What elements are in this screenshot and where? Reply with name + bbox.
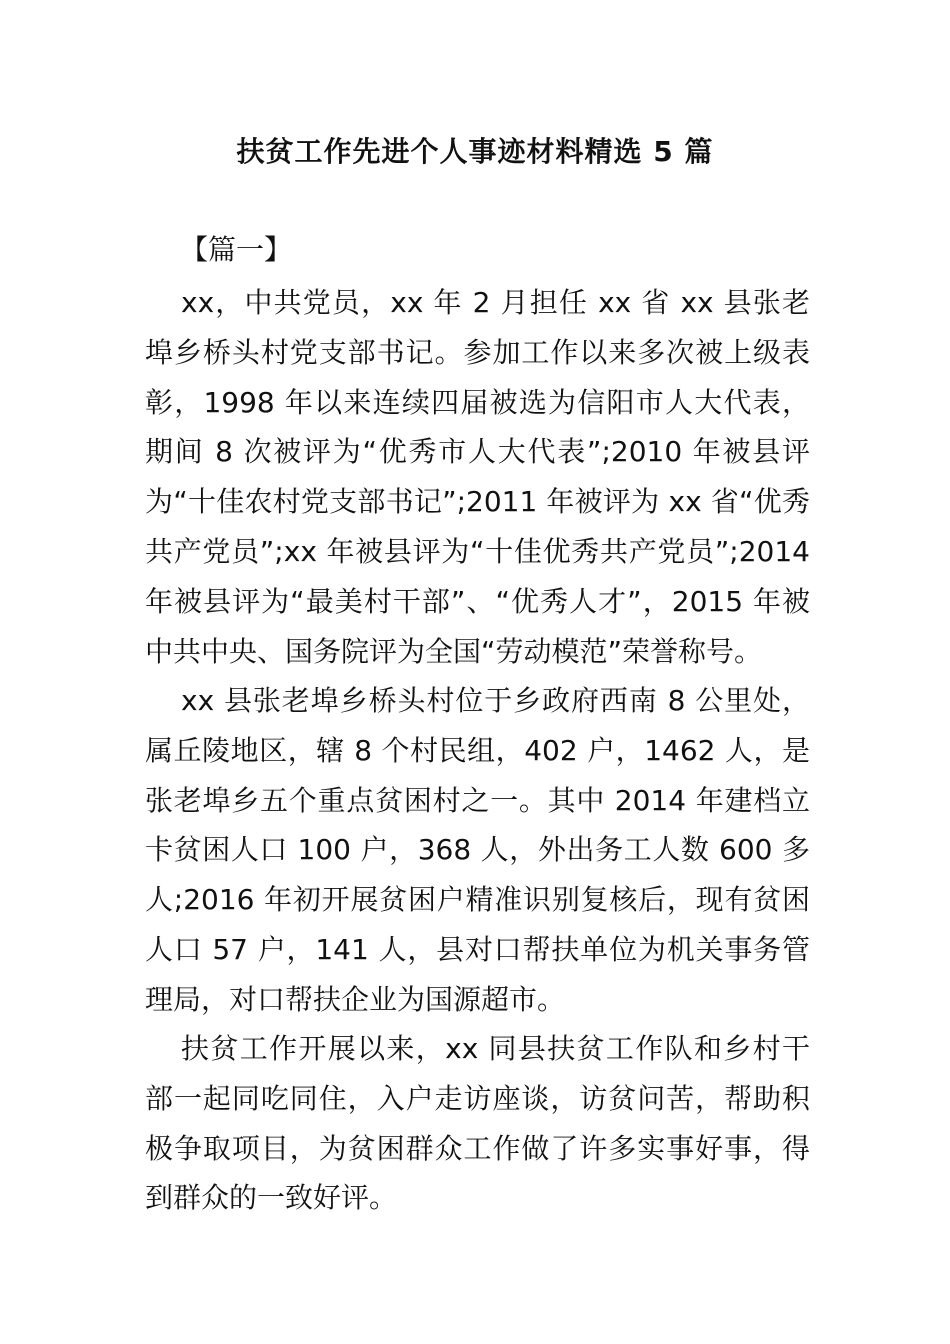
paragraph-3: 扶贫工作开展以来，xx 同县扶贫工作队和乡村干部一起同吃同住，入户走访座谈，访贫问苦，帮助积极争取项目，为贫困群众工作做了许多实事好事，得到群众的一致好评。 bbox=[145, 1032, 810, 1215]
paragraph-2: xx 县张老埠乡桥头村位于乡政府西南 8 公里处，属丘陵地区，辖 8 个村民组，402 户，1462 人，是张老埠乡五个重点贫困村之一。其中 2014 年建档立卡贫困人口 100 户，368 人，外出务工人数 600 多人;2016 年初开展贫困户精准识别复核后，现有贫困人口 57 户，141 人，县对口帮扶单位为机关事务管理局，对口帮扶企业为国源超市。 bbox=[145, 684, 810, 1016]
paragraph-1: xx，中共党员，xx 年 2 月担任 xx 省 xx 县张老埠乡桥头村党支部书记。参加工作以来多次被上级表彰，1998 年以来连续四届被选为信阳市人大代表，期间 8 次被评为“优秀市人大代表”;2010 年被县评为“十佳农村党支部书记”;2011 年被评为 xx 省“优秀共产党员”;xx 年被县评为“十佳优秀共产党员”;2014 年被县评为“最美村干部”、“优秀人才”，2015 年被中共中央、国务院评为全国“劳动模范”荣誉称号。 bbox=[145, 286, 810, 668]
section-heading: 【篇一】 bbox=[180, 233, 293, 266]
document-title: 扶贫工作先进个人事迹材料精选 5 篇 bbox=[236, 135, 714, 168]
